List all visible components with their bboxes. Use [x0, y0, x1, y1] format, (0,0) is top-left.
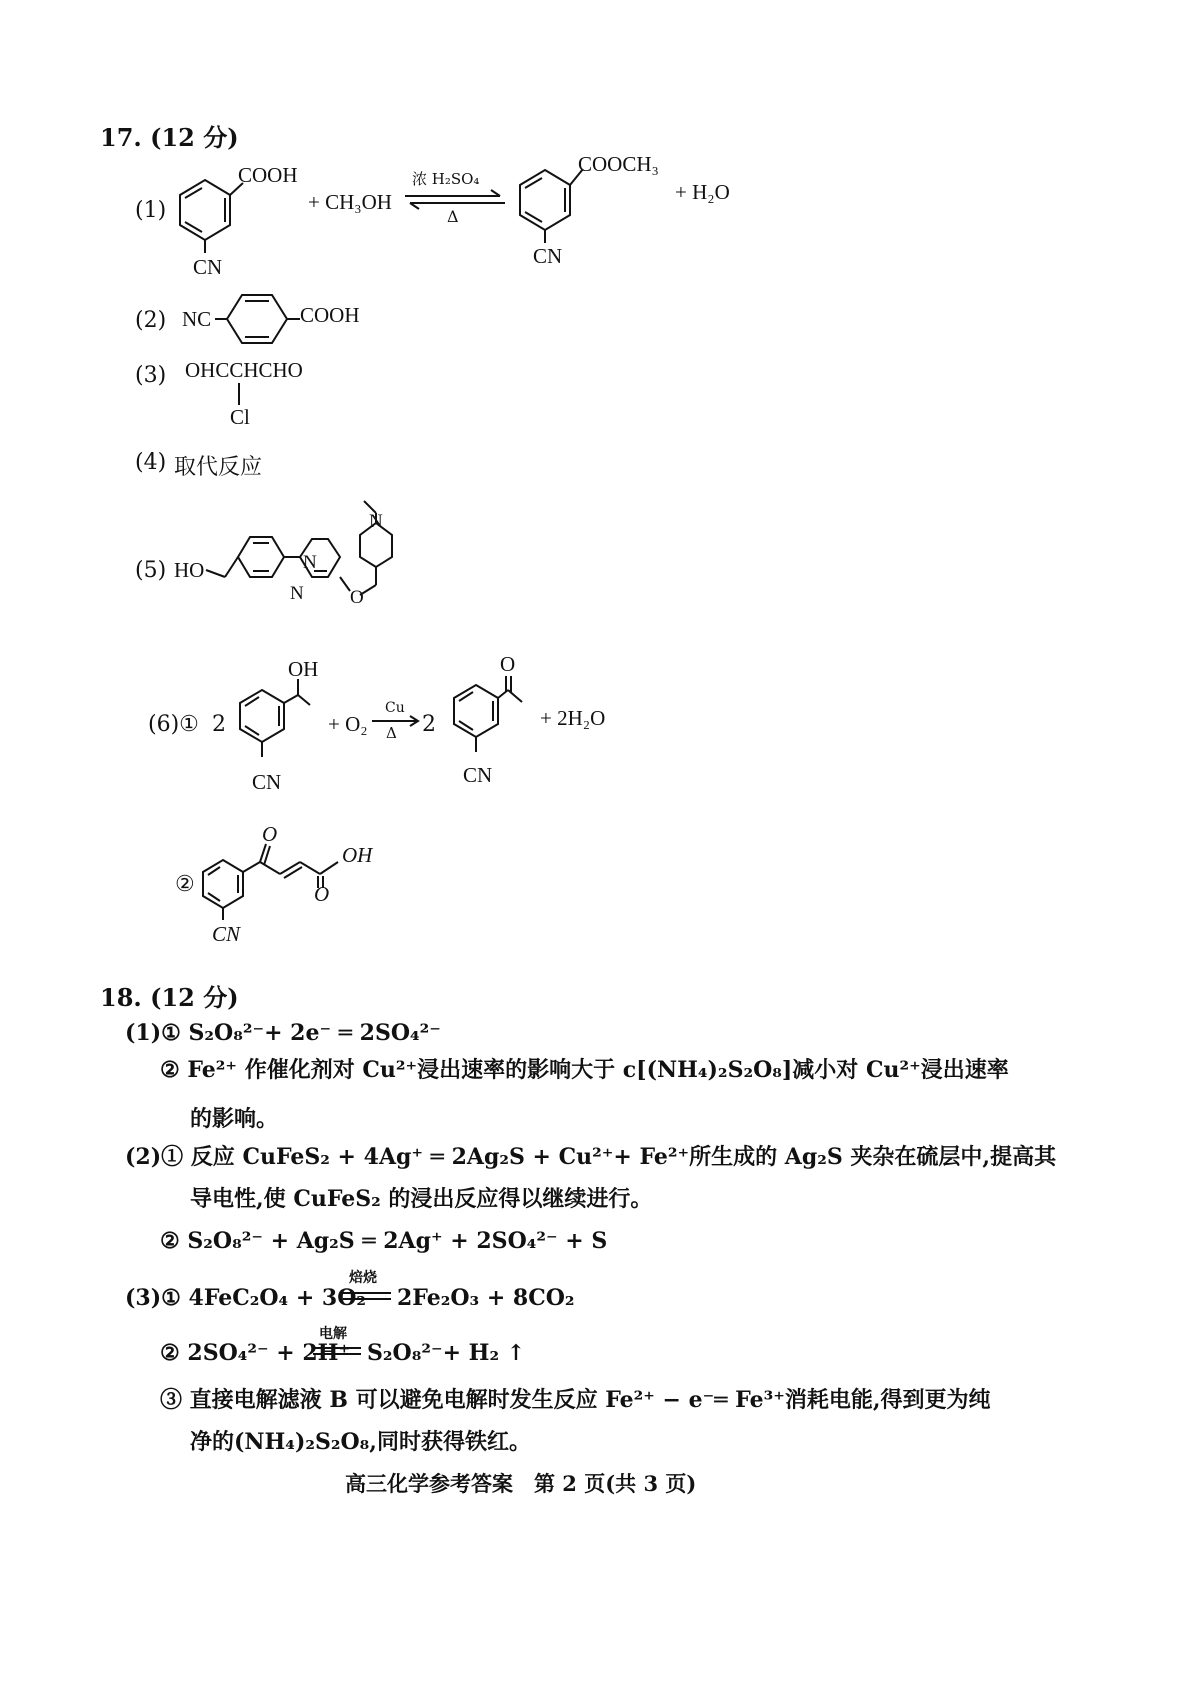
q17-6b-label: ②: [175, 872, 195, 897]
q17-1-product-cooch3: COOCH₃: [578, 152, 659, 176]
q18-3-3-line1: ③ 直接电解滤液 B 可以避免电解时发生反应 Fe²⁺ − e⁻═ Fe³⁺消耗电能,得到更为纯: [160, 1387, 991, 1413]
reversible-arrow: [405, 193, 505, 207]
q17-1-reactant-cn: CN: [193, 255, 223, 279]
q17-5-n-top: N: [303, 552, 317, 573]
q17-1-methanol: + CH₃OH: [308, 190, 392, 214]
q17-2-nc: NC: [182, 307, 212, 331]
q17-4-answer: 取代反应: [174, 455, 263, 480]
q17-1-product-cn: CN: [533, 244, 563, 268]
q17-6a-cond-bottom: Δ: [386, 724, 397, 742]
q18-2-1-line2: 导电性,使 CuFeS₂ 的浸出反应得以继续进行。: [190, 1186, 653, 1212]
q18-3-2-right: S₂O₈²⁻+ H₂ ↑: [367, 1340, 526, 1366]
q17-3-formula: OHCCHCHO: [185, 358, 303, 382]
q18-header: 18. (12 分): [100, 983, 239, 1012]
q17-6a-cn1: CN: [252, 770, 282, 794]
q17-5-label: (5): [135, 558, 167, 583]
q18-3-1-cond: 焙烧: [349, 1270, 377, 1286]
q17-6a-reactant: [232, 675, 322, 775]
q17-1-condition-bottom: Δ: [447, 207, 459, 226]
q17-6a-water: + 2H₂O: [540, 706, 606, 730]
q18-3-1-right: 2Fe₂O₃ + 8CO₂: [397, 1285, 575, 1311]
q18-1-2-line2: 的影响。: [190, 1106, 279, 1132]
q17-5-n-bottom: N: [290, 583, 304, 604]
q17-6a-coef2: 2: [422, 712, 436, 737]
q17-6a-arrow: [372, 716, 422, 726]
q17-6b-cn: CN: [212, 922, 241, 946]
para-benzene-ring: [215, 290, 305, 350]
q18-3-2-left: ② 2SO₄²⁻ + 2H⁺: [160, 1340, 351, 1366]
q17-6a-o2: + O₂: [328, 712, 368, 736]
q18-1-1: (1)① S₂O₈²⁻+ 2e⁻ ═ 2SO₄²⁻: [125, 1020, 441, 1046]
q17-6a-product: [446, 670, 536, 770]
q17-3-label: (3): [135, 363, 167, 388]
q17-6a-o: O: [500, 652, 516, 676]
q17-6b-o-bottom: O: [314, 882, 330, 906]
q17-2-cooh: COOH: [300, 303, 360, 327]
q17-3-bond: [237, 383, 241, 407]
q17-6a-cn2: CN: [463, 763, 493, 787]
q18-3-3-line2: 净的(NH₄)₂S₂O₈,同时获得铁红。: [190, 1429, 531, 1455]
q17-5-o: O: [350, 587, 364, 608]
q18-3-2-equals: [313, 1346, 363, 1356]
q17-4-label: (4): [135, 450, 167, 475]
q17-3-cl: Cl: [230, 405, 250, 429]
q17-6a-oh: OH: [288, 657, 319, 681]
q18-2-1-line1: (2)① 反应 CuFeS₂ + 4Ag⁺ ═ 2Ag₂S + Cu²⁺+ Fe²⁺所生成的 Ag₂S 夹杂在硫层中,提高其: [125, 1144, 1057, 1170]
q18-1-2-line1: ② Fe²⁺ 作催化剂对 Cu²⁺浸出速率的影响大于 c[(NH₄)₂S₂O₈]减小对 Cu²⁺浸出速率: [160, 1057, 1009, 1083]
q17-6a-coef: 2: [212, 712, 226, 737]
q17-header: 17. (12 分): [100, 123, 239, 152]
q17-1-water: + H₂O: [675, 180, 730, 204]
q17-2-label: (2): [135, 308, 167, 333]
q17-6b-oh: OH: [342, 843, 373, 867]
q17-1-condition-top: 浓 H₂SO₄: [412, 170, 480, 188]
q17-5-n-piperidine: N: [369, 511, 383, 532]
q17-6a-cond-top: Cu: [385, 700, 405, 716]
q17-6b-o-top: O: [262, 822, 278, 846]
q17-1-reactant-cooh: COOH: [238, 163, 298, 187]
page-footer: 高三化学参考答案 第 2 页(共 3 页): [345, 1471, 697, 1496]
q18-3-1-left: (3)① 4FeC₂O₄ + 3O₂: [125, 1285, 367, 1311]
q18-2-2: ② S₂O₈²⁻ + Ag₂S ═ 2Ag⁺ + 2SO₄²⁻ + S: [160, 1228, 608, 1254]
q17-5-ho: HO: [174, 558, 205, 582]
q18-3-1-equals: [343, 1291, 393, 1301]
q17-6a-label: (6)①: [148, 712, 199, 737]
q17-1-label: (1): [135, 198, 167, 223]
q18-3-2-cond: 电解: [319, 1326, 347, 1342]
